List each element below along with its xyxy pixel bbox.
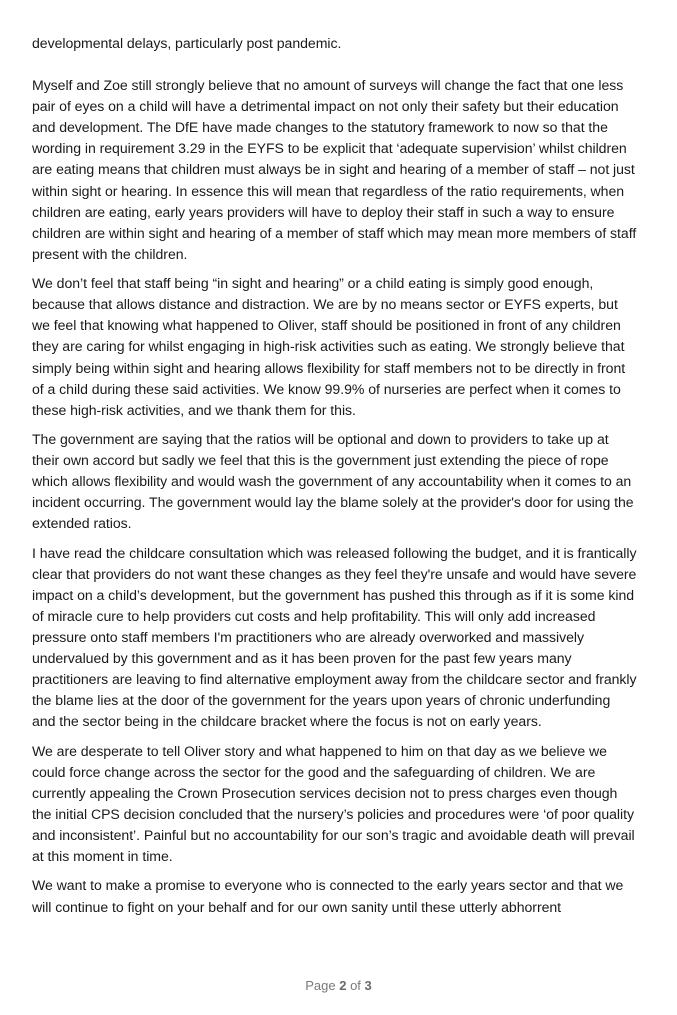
paragraph: We are desperate to tell Oliver story and what happened to him on that day as we believe we could force change across the sector for the good and the safeguarding of children. We are currently appealing the Crown Prosecution services decision not to press charges even though the initial CPS decision concluded that the nursery’s policies and procedures were ‘of poor quality and inconsistent’. Painful but no accountability for our son’s tragic and avoidable death will prevail at this moment in time. bbox=[32, 742, 635, 865]
page-label: Page bbox=[305, 978, 336, 993]
document-body bbox=[32, 33, 637, 926]
paragraph: Myself and Zoe still strongly believe that no amount of surveys will change the fact that one less pair of eyes on a child will have a detrimental impact on not only their safety but their education and development. The DfE have made changes to the statutory framework to now so that the wording in requirement 3.29 in the EYFS to be explicit that ‘adequate supervision’ whilst children are eating means that children must always be in sight and hearing of a member of staff – not just within sight or hearing. In essence this will mean that regardless of the ratio requirements, when children are eating, early years providers will have to deploy their staff in such a way to ensure children are within sight and hearing of a member of staff which may mean more members of staff present with the children. bbox=[32, 77, 637, 262]
page-footer bbox=[0, 978, 677, 993]
page-of-label: of bbox=[350, 978, 361, 993]
paragraph: We want to make a promise to everyone who is connected to the early years sector and that we will continue to fight on your behalf and for our own sanity until these utterly abhorrent bbox=[32, 877, 624, 915]
paragraph: I have read the childcare consultation which was released following the budget, and it is frantically clear that providers do not want these changes as they feel they're unsafe and would have severe impact on a child’s development, but the government has pushed this through as if it is some kind of miracle cure to help providers cut costs and help profitability. This will only add increased pressure onto staff members I'm practitioners who are already overworked and massively undervalued by this government and as it has been proven for the past few years many practitioners are leaving to find alternative employment away from the childcare sector and frankly the blame lies at the door of the government for the years upon years of chronic underfunding and the sector being in the childcare bracket where the focus is not on early years. bbox=[32, 544, 637, 730]
total-pages: 3 bbox=[364, 978, 372, 993]
paragraph: We don’t feel that staff being “in sight and hearing” or a child eating is simply good enough, because that allows distance and distraction. We are by no means sector or EYFS experts, but we feel that knowing what happened to Oliver, staff should be positioned in front of any children they are caring for whilst engaging in high-risk activities such as eating. We strongly believe that simply being within sight and hearing allows flexibility for staff members not to be directly in front of a child during these said activities. We know 99.9% of nurseries are perfect when it comes to these high-risk activities, and we thank them for this. bbox=[32, 275, 626, 418]
paragraph: developmental delays, particularly post pandemic. bbox=[32, 35, 342, 51]
page-number: 2 bbox=[339, 978, 347, 993]
paragraph: The government are saying that the ratios will be optional and down to providers to take up at their own accord but sadly we feel that this is the government just extending the piece of rope which allows flexibility and would wash the government of any accountability when it comes to an incident occurring. The government would lay the blame solely at the provider's door for using the extended ratios. bbox=[32, 430, 634, 532]
